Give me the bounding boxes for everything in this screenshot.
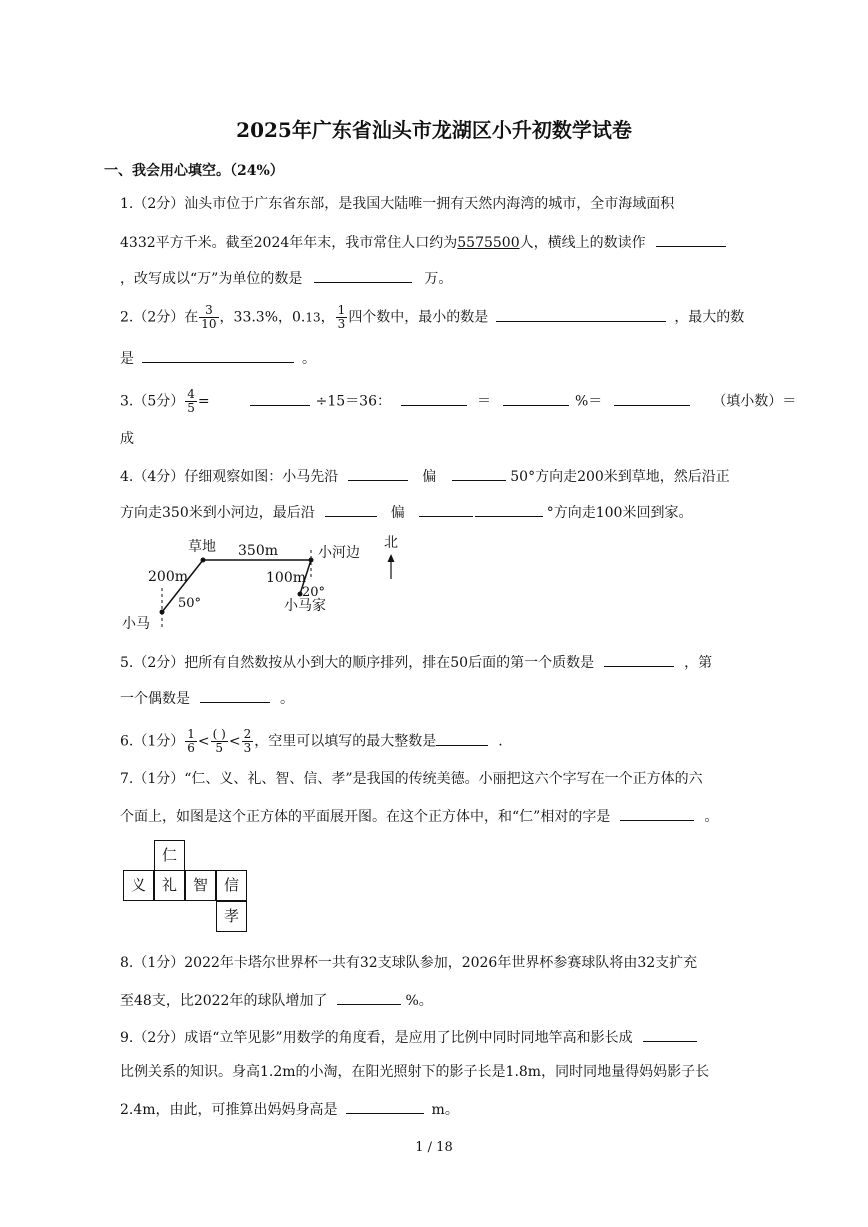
q5-line2 [120,688,294,708]
net-cell: 智 [185,870,216,901]
q1-line3 [120,268,452,288]
river-point [309,558,314,563]
answer-blank[interactable] [314,268,412,283]
label-river: 小河边 [318,545,360,561]
fraction: $\frac{4}{5}$ [187,387,195,415]
q2-mid: ，33.3%，0. [219,309,306,326]
q3-eq: = [197,393,210,410]
q9-line2: 比例关系的知识。身高1.2m的小淘，在阳光照射下的影子长是1.8m，同时同地量得妈妈影子长 [120,1064,710,1080]
q3-p2: ＝ [477,393,491,410]
q3-p4: （填小数）＝ [712,393,797,410]
grass-point [201,558,206,563]
q6-line [120,728,503,755]
q1-line1: 1.（2分）汕头市位于广东省东部，是我国大陆唯一拥有天然内海湾的城市，全市海域面积 [120,196,675,212]
q1-text-c: ，改写成以“万”为单位的数是 [120,271,303,287]
q7-line1: 7.（1分）“仁、义、礼、智、信、孝”是我国的传统美德。小丽把这六个字写在一个正方体的六 [120,771,703,787]
q2-suffix2: ，最大的数 [674,309,745,326]
label-home: 小马家 [284,598,326,614]
q1-line2 [120,232,730,252]
q3-p3: %＝ [575,393,603,410]
q4-text-f: °方向走100米回到家。 [546,505,693,521]
label-dist2: 200m [148,569,188,585]
q9-text-a: 9.（2分）成语“立竿见影”用数学的角度看，是应用了比例中同时同地竿高和影长成 [120,1030,633,1046]
fraction: $\frac{( )}{5}$ [212,727,226,755]
q3-prefix: 3.（5分） [120,393,185,410]
q2-text: 是 [120,351,134,367]
q7-text-b: 。 [704,809,719,825]
answer-blank[interactable] [436,731,488,746]
q9-line3 [120,1099,459,1119]
answer-blank[interactable] [604,652,674,667]
answer-blank[interactable] [419,502,473,517]
q6-suffix: ，空里可以填写的最大整数是 [254,733,437,750]
fraction: $\frac{2}{3}$ [243,727,252,755]
answer-blank[interactable] [325,502,377,517]
q5-text-c: 一个偶数是 [120,691,190,707]
answer-blank[interactable] [401,391,467,406]
answer-blank[interactable] [620,806,694,821]
q6-prefix: 6.（1分） [120,733,185,750]
q6-end: . [498,733,503,750]
q5-text-d: 。 [280,691,294,707]
label-angle2: 20° [302,585,326,600]
exam-title: 2025年广东省汕头市龙湖区小升初数学试卷 [236,118,632,142]
net-cell: 礼 [154,870,185,901]
q2-end: 。 [302,351,316,367]
answer-blank[interactable] [250,391,310,406]
net-cell: 信 [216,870,247,901]
q3-line1 [120,388,796,415]
q1-text-d: 万。 [424,271,453,287]
q2-repeating: 13 [305,310,321,325]
q4-text-b: 偏 [422,469,437,485]
net-cell: 孝 [216,901,247,932]
q8-line1: 8.（1分）2022年卡塔尔世界杯一共有32支球队参加，2026年世界杯参赛球队将由32支扩充 [120,955,698,971]
fraction: $\frac{1}{6}$ [187,727,195,755]
label-dist3: 100m [266,570,306,586]
q3-line2: 成 [120,431,134,447]
q7-text-a: 个面上，如图是这个正方体的平面展开图。在这个正方体中，和“仁”相对的字是 [120,809,611,825]
answer-blank[interactable] [496,307,666,322]
answer-blank[interactable] [348,466,408,481]
net-cell: 仁 [154,840,185,871]
q5-line1 [120,652,712,672]
answer-blank[interactable] [337,990,401,1005]
q4-text-e: 偏 [390,505,405,521]
answer-blank[interactable] [475,502,543,517]
label-grass: 草地 [188,539,216,555]
q1-population: 5575500 [457,235,520,251]
page-number: 1 / 18 [415,1140,453,1155]
answer-blank[interactable] [614,391,690,406]
label-pony: 小马 [122,616,150,632]
answer-blank[interactable] [452,466,506,481]
section-heading: 一、我会用心填空。（24%） [104,163,284,179]
q9-line1 [120,1027,697,1047]
net-cell: 义 [123,870,154,901]
start-point [160,610,165,615]
q3-p1: ÷15＝36： [315,393,391,410]
q2-prefix: 2.（2分）在 [120,309,199,326]
less-than: < [197,733,210,750]
route-diagram [120,532,420,641]
fraction: $\frac{3}{10}$ [201,303,217,331]
q1-text-b: 人，横线上的数读作 [519,235,646,251]
answer-blank[interactable] [643,1027,697,1042]
fraction: $\frac{1}{3}$ [337,303,346,331]
q7-line2 [120,806,718,826]
less-than: < [228,733,241,750]
answer-blank[interactable] [200,688,270,703]
q4-text-a: 4.（4分）仔细观察如图：小马先沿 [120,469,339,485]
q4-line2 [120,502,692,522]
label-dist1: 350m [238,543,278,559]
q5-text-b: ，第 [684,655,713,671]
answer-blank[interactable] [346,1099,424,1114]
q4-text-c: 50°方向走200米到草地，然后沿正 [510,469,730,485]
label-north: 北 [384,535,398,551]
q2-line1: 2.（2分）在 $\frac{3}{10}$ ，33.3%，0.13， $\frac{1}{3}$ 四个数中，最小的数是 ，最大的数 [120,303,745,331]
q2-suffix: 四个数中，最小的数是 [348,309,489,326]
q2-line2 [120,348,316,368]
q9-text-d: m。 [431,1102,459,1118]
north-arrow-head [388,554,395,562]
q8-text-b: %。 [405,993,433,1009]
label-angle1: 50° [178,596,202,611]
answer-blank[interactable] [503,391,569,406]
answer-blank[interactable] [656,232,726,247]
q4-line1 [120,466,730,486]
answer-blank[interactable] [142,348,294,363]
q5-text-a: 5.（2分）把所有自然数按从小到大的顺序排列，排在50后面的第一个质数是 [120,655,595,671]
q1-text-a: 4332平方千米。截至2024年年末，我市常住人口约为 [120,235,458,251]
q4-text-d: 方向走350米到小河边，最后沿 [120,505,315,521]
q8-text-a: 至48支，比2022年的球队增加了 [120,993,328,1009]
q9-text-c: 2.4m，由此，可推算出妈妈身高是 [120,1102,338,1118]
q8-line2 [120,990,433,1010]
